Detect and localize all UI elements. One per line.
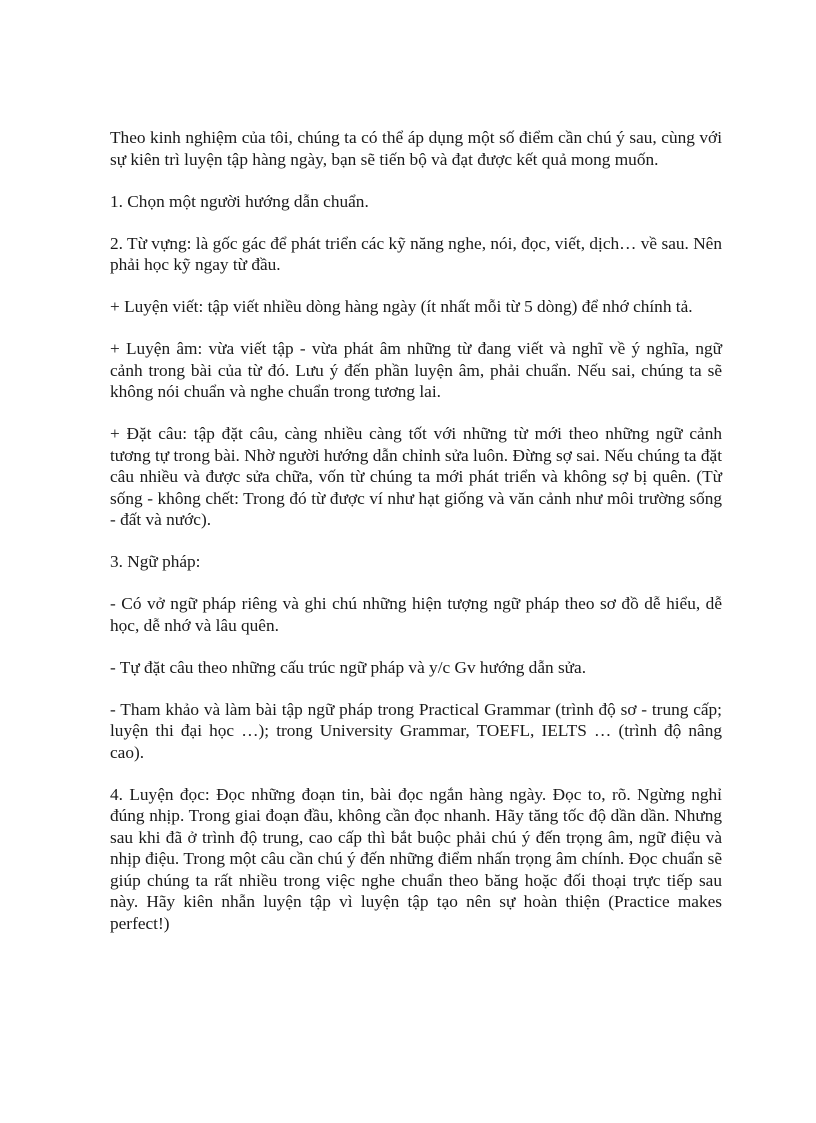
- paragraph-grammar-notebook: - Có vở ngữ pháp riêng và ghi chú những hiện tượng ngữ pháp theo sơ đồ dễ hiểu, dễ học, dễ nhớ và lâu quên.: [110, 594, 722, 635]
- document-body: [110, 127, 722, 955]
- paragraph-grammar-sentences: - Tự đặt câu theo những cấu trúc ngữ pháp và y/c Gv hướng dẫn sửa.: [110, 657, 587, 677]
- paragraph-item-1: 1. Chọn một người hướng dẫn chuẩn.: [110, 191, 369, 211]
- paragraph-item-3-grammar: 3. Ngữ pháp:: [110, 552, 201, 571]
- paragraph-item-2-vocabulary: 2. Từ vựng: là gốc gác để phát triển các kỹ năng nghe, nói, đọc, viết, dịch… về sau. Nên phải học kỹ ngay từ đầu.: [110, 233, 722, 274]
- paragraph-intro: Theo kinh nghiệm của tôi, chúng ta có thể áp dụng một số điểm cần chú ý sau, cùng với sự kiên trì luyện tập hàng ngày, bạn sẽ tiến bộ và đạt được kết quả mong muốn.: [110, 128, 722, 169]
- paragraph-item-4-reading: 4. Luyện đọc: Đọc những đoạn tin, bài đọc ngắn hàng ngày. Đọc to, rõ. Ngừng nghỉ đúng nhịp. Trong giai đoạn đầu, không cần đọc nhanh. Hãy tăng tốc độ dần dần. Nhưng sau khi đã ở trình độ trung, cao cấp thì bắt buộc phải chú ý đến trọng âm, ngữ điệu và nhịp điệu. Trong một câu cần chú ý đến những điểm nhấn trọng âm chính. Đọc chuẩn sẽ giúp chúng ta rất nhiều trong việc nghe chuẩn theo băng hoặc đối thoại trực tiếp sau này. Hãy kiên nhẫn luyện tập vì luyện tập tạo nên sự hoàn thiện (Practice makes perfect!): [110, 784, 722, 933]
- paragraph-practice-pronunciation: + Luyện âm: vừa viết tập - vừa phát âm những từ đang viết và nghĩ về ý nghĩa, ngữ cảnh trong bài của từ đó. Lưu ý đến phần luyện âm, phải chuẩn. Nếu sai, chúng ta sẽ không nói chuẩn và nghe chuẩn trong tương lai.: [110, 339, 722, 401]
- paragraph-practice-writing: + Luyện viết: tập viết nhiều dòng hàng ngày (ít nhất mỗi từ 5 dòng) để nhớ chính tả.: [110, 297, 693, 316]
- paragraph-grammar-references: - Tham khảo và làm bài tập ngữ pháp trong Practical Grammar (trình độ sơ - trung cấp; luyện thi đại học …); trong University Grammar, TOEFL, IELTS … (trình độ nâng cao).: [110, 699, 722, 762]
- paragraph-sentence-making: + Đặt câu: tập đặt câu, càng nhiều càng tốt với những từ mới theo những ngữ cảnh tương tự trong bài. Nhờ người hướng dẫn chỉnh sửa luôn. Đừng sợ sai. Nếu chúng ta đặt câu nhiều và được sửa chữa, vốn từ chúng ta mới phát triển và không sợ bị quên. (Từ sống - không chết: Trong đó từ được ví như hạt giống và văn cảnh như môi trường sống - đất và nước).: [110, 424, 722, 529]
